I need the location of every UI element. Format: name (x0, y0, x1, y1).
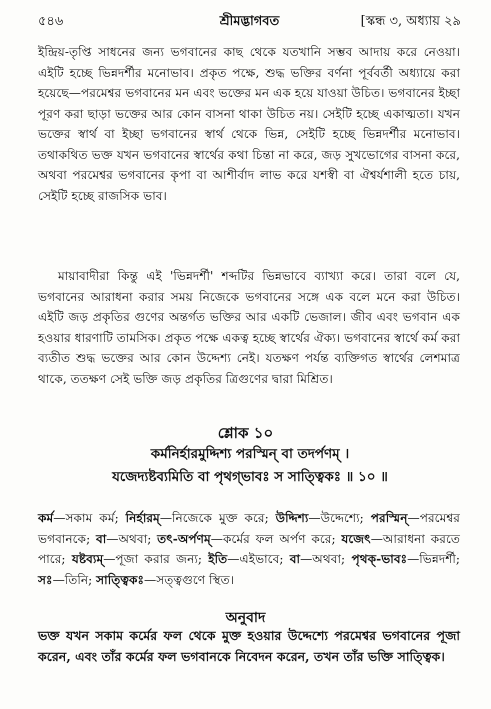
synonym-meaning: —ভিন্নদর্শী; (407, 552, 461, 566)
synonym-meaning: —তিনি; (52, 572, 97, 587)
synonym-word: ইতি (208, 552, 228, 566)
verse-line-2: যজেদ্যষ্টব্যমিতি বা পৃথগ্ভাবঃ স সাত্ত্বিকঃ ॥ ১০ ॥ (112, 469, 388, 485)
synonym-meaning: —কর্মের ফল অর্পণ করে; (210, 531, 342, 546)
synonym-word: বা (289, 552, 301, 566)
synonym-meaning: —পূজা করার জন্য; (103, 552, 209, 566)
synonym-meaning: —অথবা; (106, 531, 158, 546)
synonym-word: পৃথক্-ভাবঃ (351, 552, 408, 566)
purport-paragraph-1: ইন্দ্রিয়-তৃপ্তি সাধনের জন্য ভগবানের কাছ থেকে যতখানি সম্ভব আদায় করে নেওয়া। এইটি হচ্ছে ভিন্নদর্শীর মনোভাব। প্রকৃত পক্ষে, শুদ্ধ ভক্তির বর্ণনা পূর্ববর্তী অধ্যায়ে করা হয়েছে—পরমেশ্বর ভগবানের মন এবং ভক্তের মন এক হয়ে যাওয়া উচিত। ভগবানের ইচ্ছা পূরণ করা ছাড়া ভক্তের আর কোন বাসনা থাকা উচিত নয়। সেইটি হচ্ছে একাত্মতা। যখন ভক্তের স্বার্থ বা ইচ্ছা ভগবানের স্বার্থ থেকে ভিন্ন, সেইটি হচ্ছে ভিন্নদর্শীর মনোভাব। তথাকথিত ভক্ত যখন ভগবানের স্বার্থের কথা চিন্তা না করে, জড় সুখভোগের বাসনা করে, অথবা পরমেশ্বর ভগবানের কৃপা বা আশীর্বাদ লাভ করে যশস্বী বা ঐশ্বর্যশালী হতে চায়, সেইটি হচ্ছে রাজসিক ভাব। (38, 45, 460, 203)
synonym-word: যজেৎ (341, 531, 371, 546)
synonym-meaning: —এইভাবে; (227, 552, 290, 566)
synonym-word: সাত্ত্বিকঃ (96, 572, 145, 587)
synonym-word: পরস্মিন্ (370, 511, 408, 525)
verse-line-1: কর্মনির্হারমুদ্দিশ্য পরস্মিন্ বা তদর্পণম্ । (150, 446, 350, 462)
synonym-word: সঃ (38, 572, 53, 587)
book-title: শ্রীমদ্ভাগবত (219, 14, 280, 29)
synonym-word: কর্ম (38, 511, 54, 525)
synonym-meaning: —আরাধনা করতে পারে; (38, 531, 460, 566)
synonym-word: নির্হারম্ (125, 511, 160, 525)
synonym-meaning: —সকাম কর্ম; (53, 511, 126, 525)
synonym-meaning: —পরমেশ্বর ভগবানকে; (38, 511, 461, 546)
synonym-meaning: —নিজেকে মুক্ত করে; (159, 511, 276, 525)
synonym-word: বা (95, 531, 107, 546)
synonym-word: উদ্দিশ্য (275, 511, 309, 525)
translation-text: ভক্ত যখন সকাম কর্মের ফল থেকে মুক্ত হওয়ার উদ্দেশ্যে পরমেশ্বর ভগবানের পূজা করেন, এবং তাঁর কর্মের ফল ভগবানকে নিবেদন করেন, তখন তাঁর ভক্তি সাত্ত্বিক। (38, 628, 460, 664)
translation-heading: অনুবাদ (225, 610, 266, 626)
purport-paragraph-2: মায়াবাদীরা কিন্তু এই 'ভিন্নদর্শী' শব্দটির ভিন্নভাবে ব্যাখ্যা করে। তারা বলে যে, ভগবানের আরাধনা করার সময় নিজেকে ভগবানের সঙ্গে এক বলে মনে করা উচিত। এইটি জড় প্রকৃতির গুণের অন্তর্গত ভক্তির আর একটি ভেজাল। জীব এবং ভগবান এক হওয়ার ধারণাটি তামসিক। প্রকৃত পক্ষে একত্ব হচ্ছে স্বার্থের ঐক্য। ভগবানের স্বার্থে কর্ম করা ব্যতীত শুদ্ধ ভক্তের আর কোন উদ্দেশ্য নেই। যতক্ষণ পর্যন্ত ব্যক্তিগত স্বার্থের লেশমাত্র থাকে, ততক্ষণ সেই ভক্তি জড় প্রকৃতির ত্রিগুণের দ্বারা মিশ্রিত। (38, 269, 460, 386)
synonym-meaning: —অথবা; (300, 552, 352, 566)
word-for-word-synonyms (38, 508, 460, 590)
synonym-word: তৎ-অর্পণম্ (157, 531, 211, 546)
synonym-word: যষ্টব্যম্ (71, 552, 104, 566)
synonym-meaning: —সত্ত্বগুণে স্থিত। (144, 572, 235, 587)
verse-number: শ্লোক ১০ (217, 424, 274, 442)
synonym-meaning: —উদ্দেশ্যে; (308, 511, 371, 525)
page-number: ৫৪৬ (38, 14, 64, 29)
chapter-reference: [স্কন্ধ ৩, অধ্যায় ২৯ (360, 14, 461, 29)
page-header (38, 12, 461, 32)
